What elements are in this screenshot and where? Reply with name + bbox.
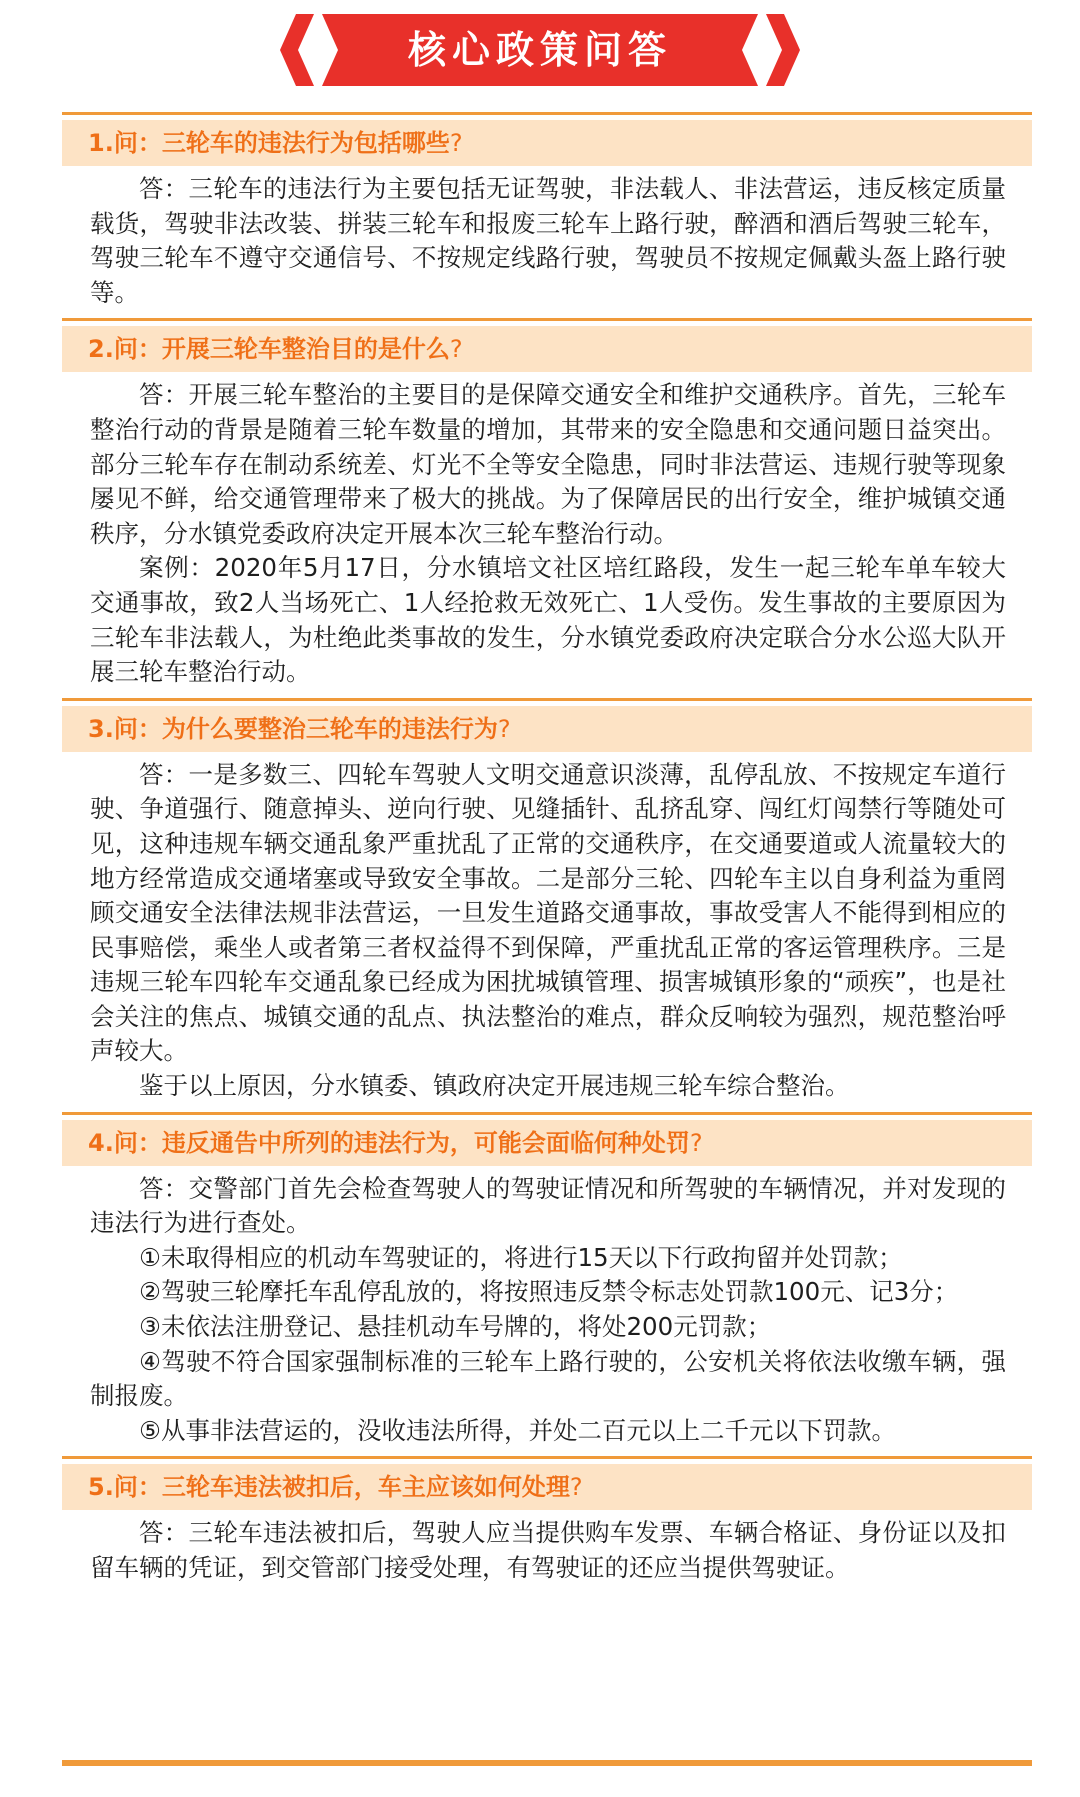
answer-body [62,752,1032,1112]
page-title: 核心政策问答 [407,28,672,72]
question-text: 5.问：三轮车违法被扣后，车主应该如何处理 [88,1473,570,1502]
section-divider [62,1112,1032,1115]
question-heading [62,706,1032,752]
penalty-item-5: ⑤从事非法营运的，没收违法所得，并处二百元以上二千元以下罚款。 [139,1415,896,1445]
question-heading [62,326,1032,372]
question-mark: ? [497,714,511,743]
penalty-item-3: ③未依法注册登记、悬挂机动车号牌的，将处200元罚款； [139,1312,772,1342]
question-heading [62,1120,1032,1166]
bottom-divider [62,1760,1032,1766]
penalty-item-2: ②驾驶三轮摩托车乱停乱放的，将按照违反禁令标志处罚款100元、记3分； [139,1277,959,1307]
question-heading [62,1464,1032,1510]
answer-body [62,372,1032,697]
section-divider [62,112,1032,115]
answer-body [62,1510,1032,1593]
question-mark: ? [449,129,463,157]
answer-paragraph: 答：一是多数三、四轮车驾驶人文明交通意识淡薄，乱停乱放、不按规定车道行驶、争道强行、随意掉头、逆向行驶、见缝插针、乱挤乱穿、闯红灯闯禁行等随处可见，这种违规车辆交通乱象严重扰乱了正常的交通秩序，在交通要道或人流量较大的地方经常造成交通堵塞或导致安全事故。二是部分三轮、四轮车主以自身利益为重罔顾交通安全法律法规非法营运，一旦发生道路交通事故，事故受害人不能得到相应的民事赔偿，乘坐人或者第三者权益得不到保障，严重扰乱正常的客运管理秩序。三是违规三轮车四轮车交通乱象已经成为困扰城镇管理、损害城镇形象的“顽疾”，也是社会关注的焦点、城镇交通的乱点、执法整治的难点，群众反响较为强烈，规范整治呼声较大。 [90,759,1006,1066]
question-text: 2.问：开展三轮车整治目的是什么 [88,335,450,364]
question-heading [62,120,1032,166]
answer-paragraph: 答：开展三轮车整治的主要目的是保障交通安全和维护交通秩序。首先，三轮车整治行动的背景是随着三轮车数量的增加，其带来的安全隐患和交通问题日益突出。部分三轮车存在制动系统差、灯光不全等安全隐患，同时非法营运、违规行驶等现象屡见不鲜，给交通管理带来了极大的挑战。为了保障居民的出行安全，维护城镇交通秩序，分水镇党委政府决定开展本次三轮车整治行动。 [90,380,1006,548]
answer-body [62,1166,1032,1457]
qa-section-5 [62,1456,1032,1593]
title-banner [0,14,1080,86]
question-text: 1.问：三轮车的违法行为包括哪些 [88,129,450,157]
qa-list [62,112,1032,1594]
penalty-item-4: ④驾驶不符合国家强制标准的三轮车上路行驶的，公安机关将依法收缴车辆，强制报废。 [90,1346,1006,1411]
penalty-item-1: ①未取得相应的机动车驾驶证的，将进行15天以下行政拘留并处罚款； [139,1242,903,1272]
question-text: 4.问：违反通告中所列的违法行为，可能会面临何种处罚 [88,1128,690,1157]
question-mark: ? [689,1128,703,1157]
qa-section-4 [62,1112,1032,1457]
qa-section-3 [62,698,1032,1112]
conclusion-paragraph: 鉴于以上原因，分水镇委、镇政府决定开展违规三轮车综合整治。 [139,1071,850,1101]
question-mark: ? [449,335,463,364]
question-text: 3.问：为什么要整治三轮车的违法行为 [88,714,498,743]
answer-paragraph: 答：三轮车违法被扣后，驾驶人应当提供购车发票、车辆合格证、身份证以及扣留车辆的凭证，到交管部门接受处理，有驾驶证的还应当提供驾驶证。 [90,1518,1006,1582]
answer-paragraph: 答：三轮车的违法行为主要包括无证驾驶，非法载人、非法营运，违反核定质量载货，驾驶非法改装、拼装三轮车和报废三轮车上路行驶，醉酒和酒后驾驶三轮车，驾驶三轮车不遵守交通信号、不按规定线路行驶，驾驶员不按规定佩戴头盔上路行驶等。 [90,174,1006,307]
section-divider [62,318,1032,321]
qa-section-1 [62,112,1032,318]
answer-body [62,166,1032,318]
section-divider [62,1456,1032,1459]
qa-section-2 [62,318,1032,697]
question-mark: ? [569,1473,583,1502]
case-paragraph: 案例：2020年5月17日，分水镇培文社区培红路段，发生一起三轮车单车较大交通事故，致2人当场死亡、1人经抢救无效死亡、1人受伤。发生事故的主要原因为三轮车非法载人，为杜绝此类事故的发生，分水镇党委政府决定联合分水公巡大队开展三轮车整治行动。 [90,553,1006,687]
answer-paragraph: 答：交警部门首先会检查驾驶人的驾驶证情况和所驾驶的车辆情况，并对发现的违法行为进行查处。 [90,1173,1006,1238]
section-divider [62,698,1032,701]
